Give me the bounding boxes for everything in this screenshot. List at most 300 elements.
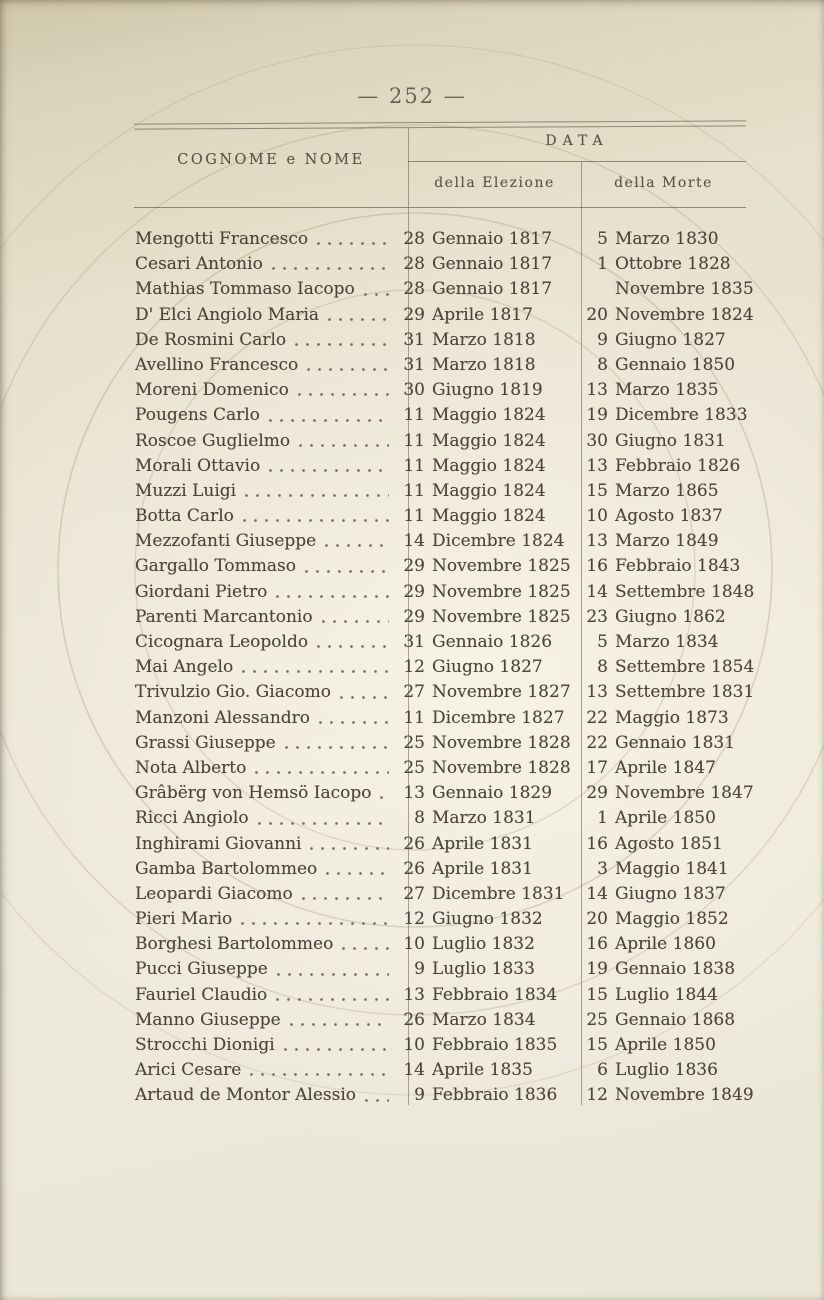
date-day: 13 xyxy=(586,455,608,476)
election-date xyxy=(399,756,576,781)
member-name: Moreni Domenico xyxy=(135,380,289,401)
date-rest: Aprile 1860 xyxy=(615,934,716,955)
member-name-cell xyxy=(135,1058,399,1083)
date-day: 28 xyxy=(403,229,425,249)
dot-leader xyxy=(340,696,389,700)
table-row xyxy=(135,479,747,504)
election-date xyxy=(399,252,576,277)
death-date xyxy=(576,252,747,277)
date-day xyxy=(586,277,608,302)
date-rest: Luglio 1832 xyxy=(432,934,535,955)
dot-leader xyxy=(295,343,389,347)
date-rest: Ottobre 1828 xyxy=(615,254,731,275)
date-day: 22 xyxy=(586,707,608,728)
dot-leader xyxy=(322,620,389,624)
election-date xyxy=(399,303,576,328)
member-name: Mathias Tommaso Iacopo xyxy=(135,279,355,300)
date-day: 13 xyxy=(403,984,425,1005)
election-date xyxy=(399,781,576,806)
date-day: 31 xyxy=(403,354,425,375)
dot-leader xyxy=(276,595,389,599)
election-date xyxy=(399,680,576,705)
dot-leader xyxy=(317,645,389,649)
date-day: 10 xyxy=(403,934,425,955)
date-rest: Agosto 1851 xyxy=(615,833,723,854)
date-day: 30 xyxy=(586,430,608,451)
table-row xyxy=(135,731,747,756)
election-date xyxy=(399,983,576,1008)
death-date xyxy=(576,1058,747,1083)
date-day: 14 xyxy=(586,883,608,904)
election-date xyxy=(399,706,576,731)
table-row xyxy=(135,680,755,705)
date-rest: Novembre 1828 xyxy=(432,732,571,753)
date-rest: Gennaio 1829 xyxy=(432,783,553,804)
date-rest: Settembre 1831 xyxy=(615,682,755,703)
date-day: 26 xyxy=(403,1009,425,1030)
election-date xyxy=(399,655,576,680)
table-row xyxy=(135,303,754,328)
date-day: 28 xyxy=(403,254,425,275)
date-rest: Marzo 1835 xyxy=(615,380,719,401)
member-name-cell xyxy=(135,353,399,378)
date-day: 29 xyxy=(403,304,425,325)
member-name: Botta Carlo xyxy=(135,506,234,527)
member-name-cell xyxy=(135,1033,399,1058)
date-day: 11 xyxy=(403,480,425,501)
member-name: Gargallo Tommaso xyxy=(135,556,296,577)
date-rest: Novembre 1827 xyxy=(432,682,571,703)
date-day: 29 xyxy=(403,606,425,627)
dot-leader xyxy=(342,947,389,951)
dot-leader xyxy=(243,519,389,523)
date-rest: Maggio 1824 xyxy=(432,455,546,476)
table-row xyxy=(135,529,747,554)
member-name: Mai Angelo xyxy=(135,657,234,678)
member-name-cell xyxy=(135,832,399,857)
dot-leader xyxy=(241,922,389,926)
date-rest: Febbraio 1826 xyxy=(615,455,741,476)
member-name: Pougens Carlo xyxy=(135,405,260,426)
death-date xyxy=(576,832,747,857)
death-date xyxy=(576,378,747,403)
date-rest: Marzo 1831 xyxy=(432,808,536,829)
table-row xyxy=(135,806,747,831)
death-date xyxy=(576,1033,747,1058)
member-name-cell xyxy=(135,907,399,932)
date-day: 1 xyxy=(597,254,608,275)
death-date xyxy=(576,731,747,756)
dot-leader xyxy=(258,822,389,826)
date-day: 23 xyxy=(586,606,608,627)
election-date xyxy=(399,1083,576,1108)
date-rest: Novembre 1824 xyxy=(615,304,754,325)
table-row xyxy=(135,781,754,806)
date-rest: Maggio 1824 xyxy=(432,506,546,527)
member-name: Arici Cesare xyxy=(135,1060,242,1081)
death-date xyxy=(576,907,747,932)
table-row xyxy=(135,655,755,680)
member-name: De Rosmini Carlo xyxy=(135,329,287,350)
date-day: 15 xyxy=(586,1035,608,1055)
date-day: 28 xyxy=(403,279,425,300)
table-row xyxy=(135,983,747,1008)
date-day: 31 xyxy=(403,632,425,652)
election-date xyxy=(399,605,576,630)
date-day: 14 xyxy=(403,1060,425,1081)
member-name-cell xyxy=(135,706,399,731)
member-name: Cesari Antonio xyxy=(135,254,263,275)
election-date xyxy=(399,957,576,982)
date-day: 11 xyxy=(403,707,425,728)
date-rest: Aprile 1850 xyxy=(615,1035,716,1055)
date-day: 15 xyxy=(586,984,608,1005)
date-rest: Marzo 1834 xyxy=(615,632,719,652)
table-row xyxy=(135,605,747,630)
election-date xyxy=(399,529,576,554)
date-rest: Novembre 1825 xyxy=(432,556,571,577)
member-name-cell xyxy=(135,680,399,705)
date-day: 19 xyxy=(586,959,608,980)
dot-leader xyxy=(319,721,389,725)
column-header-name: COGNOME e NOME xyxy=(177,152,365,168)
member-name-cell xyxy=(135,1083,399,1108)
date-rest: Gennaio 1826 xyxy=(432,632,553,652)
dot-leader xyxy=(307,368,389,372)
death-date xyxy=(576,554,747,579)
date-rest: Febbraio 1835 xyxy=(432,1035,558,1055)
member-name-cell xyxy=(135,454,399,479)
election-date xyxy=(399,403,576,428)
death-date xyxy=(576,806,747,831)
dot-leader xyxy=(255,771,389,775)
dot-leader xyxy=(325,544,389,548)
member-name: Ricci Angiolo xyxy=(135,808,249,829)
date-rest: Gennaio 1831 xyxy=(615,732,736,753)
dot-leader xyxy=(298,393,389,397)
date-rest: Maggio 1873 xyxy=(615,707,729,728)
death-date xyxy=(576,655,754,680)
death-date xyxy=(576,932,747,957)
date-day: 13 xyxy=(586,682,608,703)
member-name-cell xyxy=(135,957,399,982)
member-name-cell xyxy=(135,554,399,579)
date-rest: Novembre 1835 xyxy=(615,279,754,300)
date-rest: Dicembre 1827 xyxy=(432,707,565,728)
date-day: 20 xyxy=(586,304,608,325)
date-rest: Luglio 1844 xyxy=(615,984,718,1005)
member-name: Trivulzio Gio. Giacomo xyxy=(135,682,331,703)
member-name-cell xyxy=(135,403,399,428)
member-name: Pucci Giuseppe xyxy=(135,959,268,980)
table-top-rule xyxy=(134,120,746,124)
member-name: Gamba Bartolommeo xyxy=(135,858,318,879)
election-date xyxy=(399,328,576,353)
death-date xyxy=(576,756,747,781)
date-rest: Marzo 1818 xyxy=(432,354,536,375)
member-name-cell xyxy=(135,529,399,554)
member-name-cell xyxy=(135,328,399,353)
member-name: Manzoni Alessandro xyxy=(135,707,311,728)
death-date xyxy=(576,983,747,1008)
election-date xyxy=(399,580,576,605)
death-date xyxy=(576,882,747,907)
member-name: Cicognara Leopoldo xyxy=(135,632,309,652)
member-name-cell xyxy=(135,504,399,529)
death-date xyxy=(576,680,754,705)
date-rest: Agosto 1837 xyxy=(615,506,723,527)
election-date xyxy=(399,504,576,529)
date-day: 14 xyxy=(586,581,608,602)
date-day: 16 xyxy=(586,934,608,955)
dot-leader xyxy=(365,1099,389,1103)
dot-leader xyxy=(364,293,389,297)
date-rest: Aprile 1850 xyxy=(615,808,716,829)
date-rest: Maggio 1824 xyxy=(432,405,546,426)
election-date xyxy=(399,227,576,252)
date-rest: Marzo 1834 xyxy=(432,1009,536,1030)
date-rest: Marzo 1830 xyxy=(615,229,719,249)
date-day: 15 xyxy=(586,480,608,501)
death-date xyxy=(576,353,747,378)
member-name: Fauriel Claudio xyxy=(135,984,268,1005)
date-day: 27 xyxy=(403,682,425,703)
date-day: 29 xyxy=(403,581,425,602)
date-rest: Marzo 1849 xyxy=(615,531,719,552)
death-date xyxy=(576,303,754,328)
member-name: Inghirami Giovanni xyxy=(135,833,302,854)
date-day: 29 xyxy=(586,783,608,804)
election-date xyxy=(399,932,576,957)
date-rest: Giugno 1819 xyxy=(432,380,543,401)
date-day: 30 xyxy=(403,380,425,401)
date-rest: Giugno 1827 xyxy=(615,329,726,350)
date-day: 25 xyxy=(403,757,425,778)
dot-leader xyxy=(302,897,389,901)
date-day: 5 xyxy=(597,229,608,249)
member-name: Roscoe Guglielmo xyxy=(135,430,291,451)
death-date xyxy=(576,605,747,630)
date-day: 8 xyxy=(597,657,608,678)
table-row xyxy=(135,554,747,579)
table-row xyxy=(135,252,747,277)
election-date xyxy=(399,806,576,831)
date-rest: Giugno 1862 xyxy=(615,606,726,627)
date-day: 9 xyxy=(414,1085,425,1106)
dot-leader xyxy=(276,998,389,1002)
rule-under-subheaders xyxy=(134,207,746,208)
date-day: 16 xyxy=(586,833,608,854)
table-row xyxy=(135,1058,747,1083)
date-day: 6 xyxy=(597,1060,608,1081)
death-date xyxy=(576,403,748,428)
death-date xyxy=(576,1083,754,1108)
date-rest: Febbraio 1834 xyxy=(432,984,558,1005)
date-day: 13 xyxy=(586,380,608,401)
member-name-cell xyxy=(135,806,399,831)
dot-leader xyxy=(242,670,389,674)
date-rest: Maggio 1841 xyxy=(615,858,729,879)
date-day: 31 xyxy=(403,329,425,350)
date-rest: Dicembre 1824 xyxy=(432,531,565,552)
date-rest: Novembre 1847 xyxy=(615,783,754,804)
date-day: 8 xyxy=(597,354,608,375)
date-day: 12 xyxy=(586,1085,608,1106)
date-rest: Aprile 1835 xyxy=(432,1060,533,1081)
subheader-death-date: della Morte xyxy=(614,175,713,191)
dot-leader xyxy=(310,847,389,851)
member-name: Manno Giuseppe xyxy=(135,1009,281,1030)
member-name: Parenti Marcantonio xyxy=(135,606,313,627)
date-day: 17 xyxy=(586,757,608,778)
member-name: Strocchi Dionigi xyxy=(135,1035,275,1055)
election-date xyxy=(399,630,576,655)
date-rest: Gennaio 1850 xyxy=(615,354,736,375)
date-rest: Gennaio 1817 xyxy=(432,229,553,249)
dot-leader xyxy=(284,1048,389,1052)
date-day: 13 xyxy=(403,783,425,804)
dot-leader xyxy=(277,973,389,977)
subheader-election-date: della Elezione xyxy=(434,175,555,191)
member-name-cell xyxy=(135,630,399,655)
date-rest: Luglio 1836 xyxy=(615,1060,718,1081)
table-row xyxy=(135,907,747,932)
member-name-cell xyxy=(135,1008,399,1033)
dot-leader xyxy=(299,444,389,448)
member-name: Mezzofanti Giuseppe xyxy=(135,531,317,552)
date-rest: Marzo 1865 xyxy=(615,480,719,501)
member-name: Muzzi Luigi xyxy=(135,480,237,501)
table-row xyxy=(135,857,747,882)
date-day: 20 xyxy=(586,909,608,930)
date-day: 27 xyxy=(403,883,425,904)
death-date xyxy=(576,429,747,454)
date-day: 14 xyxy=(403,531,425,552)
date-day: 25 xyxy=(403,732,425,753)
dot-leader xyxy=(269,469,389,473)
table-row xyxy=(135,353,747,378)
election-date xyxy=(399,479,576,504)
date-day: 3 xyxy=(597,858,608,879)
table-row xyxy=(135,1033,747,1058)
date-rest: Novembre 1825 xyxy=(432,606,571,627)
member-name-cell xyxy=(135,227,399,252)
table-row xyxy=(135,832,747,857)
date-rest: Novembre 1825 xyxy=(432,581,571,602)
date-rest: Febbraio 1836 xyxy=(432,1085,558,1106)
date-rest: Giugno 1831 xyxy=(615,430,726,451)
table-row xyxy=(135,706,747,731)
date-rest: Giugno 1832 xyxy=(432,909,543,930)
date-rest: Marzo 1818 xyxy=(432,329,536,350)
table-rows xyxy=(135,227,755,1109)
table-row xyxy=(135,630,747,655)
member-name: Artaud de Montor Alessio xyxy=(135,1085,357,1106)
member-name: Pieri Mario xyxy=(135,909,233,930)
date-rest: Novembre 1849 xyxy=(615,1085,754,1106)
date-rest: Maggio 1824 xyxy=(432,430,546,451)
date-rest: Gennaio 1817 xyxy=(432,254,553,275)
member-name: Mengotti Francesco xyxy=(135,229,309,249)
member-name-cell xyxy=(135,781,399,806)
table-row xyxy=(135,504,747,529)
table-row xyxy=(135,957,747,982)
member-name-cell xyxy=(135,655,399,680)
member-name-cell xyxy=(135,882,399,907)
election-date xyxy=(399,882,576,907)
election-date xyxy=(399,1033,576,1058)
date-day: 16 xyxy=(586,556,608,577)
member-name-cell xyxy=(135,580,399,605)
member-name-cell xyxy=(135,932,399,957)
dot-leader xyxy=(272,267,389,271)
table-row xyxy=(135,756,747,781)
member-name-cell xyxy=(135,756,399,781)
date-day: 25 xyxy=(586,1009,608,1030)
table-row xyxy=(135,403,747,428)
table-row xyxy=(135,932,747,957)
date-rest: Gennaio 1838 xyxy=(615,959,736,980)
election-date xyxy=(399,907,576,932)
date-rest: Gennaio 1817 xyxy=(432,279,553,300)
member-name-cell xyxy=(135,605,399,630)
member-name: Leopardi Giacomo xyxy=(135,883,293,904)
table-row xyxy=(135,378,747,403)
date-rest: Settembre 1848 xyxy=(615,581,755,602)
member-name: Grâbërg von Hemsö Iacopo xyxy=(135,783,372,804)
election-date xyxy=(399,429,576,454)
election-date xyxy=(399,731,576,756)
dot-leader xyxy=(269,419,389,423)
date-rest: Maggio 1824 xyxy=(432,480,546,501)
date-rest: Aprile 1847 xyxy=(615,757,716,778)
page-number: — 252 — xyxy=(357,84,467,108)
date-rest: Giugno 1837 xyxy=(615,883,726,904)
table-row xyxy=(135,1083,754,1108)
member-name-cell xyxy=(135,983,399,1008)
death-date xyxy=(576,328,747,353)
date-rest: Novembre 1828 xyxy=(432,757,571,778)
election-date xyxy=(399,353,576,378)
dot-leader xyxy=(380,796,389,800)
date-day: 12 xyxy=(403,657,425,678)
dot-leader xyxy=(326,872,389,876)
member-name-cell xyxy=(135,429,399,454)
election-date xyxy=(399,857,576,882)
date-day: 11 xyxy=(403,506,425,527)
date-day: 12 xyxy=(403,909,425,930)
date-rest: Febbraio 1843 xyxy=(615,556,741,577)
death-date xyxy=(576,277,754,302)
election-date xyxy=(399,1008,576,1033)
death-date xyxy=(576,1008,747,1033)
member-name: D' Elci Angiolo Maria xyxy=(135,304,320,325)
death-date xyxy=(576,529,747,554)
date-rest: Luglio 1833 xyxy=(432,959,535,980)
election-date xyxy=(399,832,576,857)
election-date xyxy=(399,277,576,302)
dot-leader xyxy=(305,570,389,574)
death-date xyxy=(576,454,747,479)
table-row xyxy=(135,882,747,907)
date-rest: Dicembre 1831 xyxy=(432,883,565,904)
death-date xyxy=(576,227,747,252)
date-day: 9 xyxy=(597,329,608,350)
date-day: 29 xyxy=(403,556,425,577)
date-day: 9 xyxy=(414,959,425,980)
table-row xyxy=(135,429,747,454)
table-row xyxy=(135,454,747,479)
